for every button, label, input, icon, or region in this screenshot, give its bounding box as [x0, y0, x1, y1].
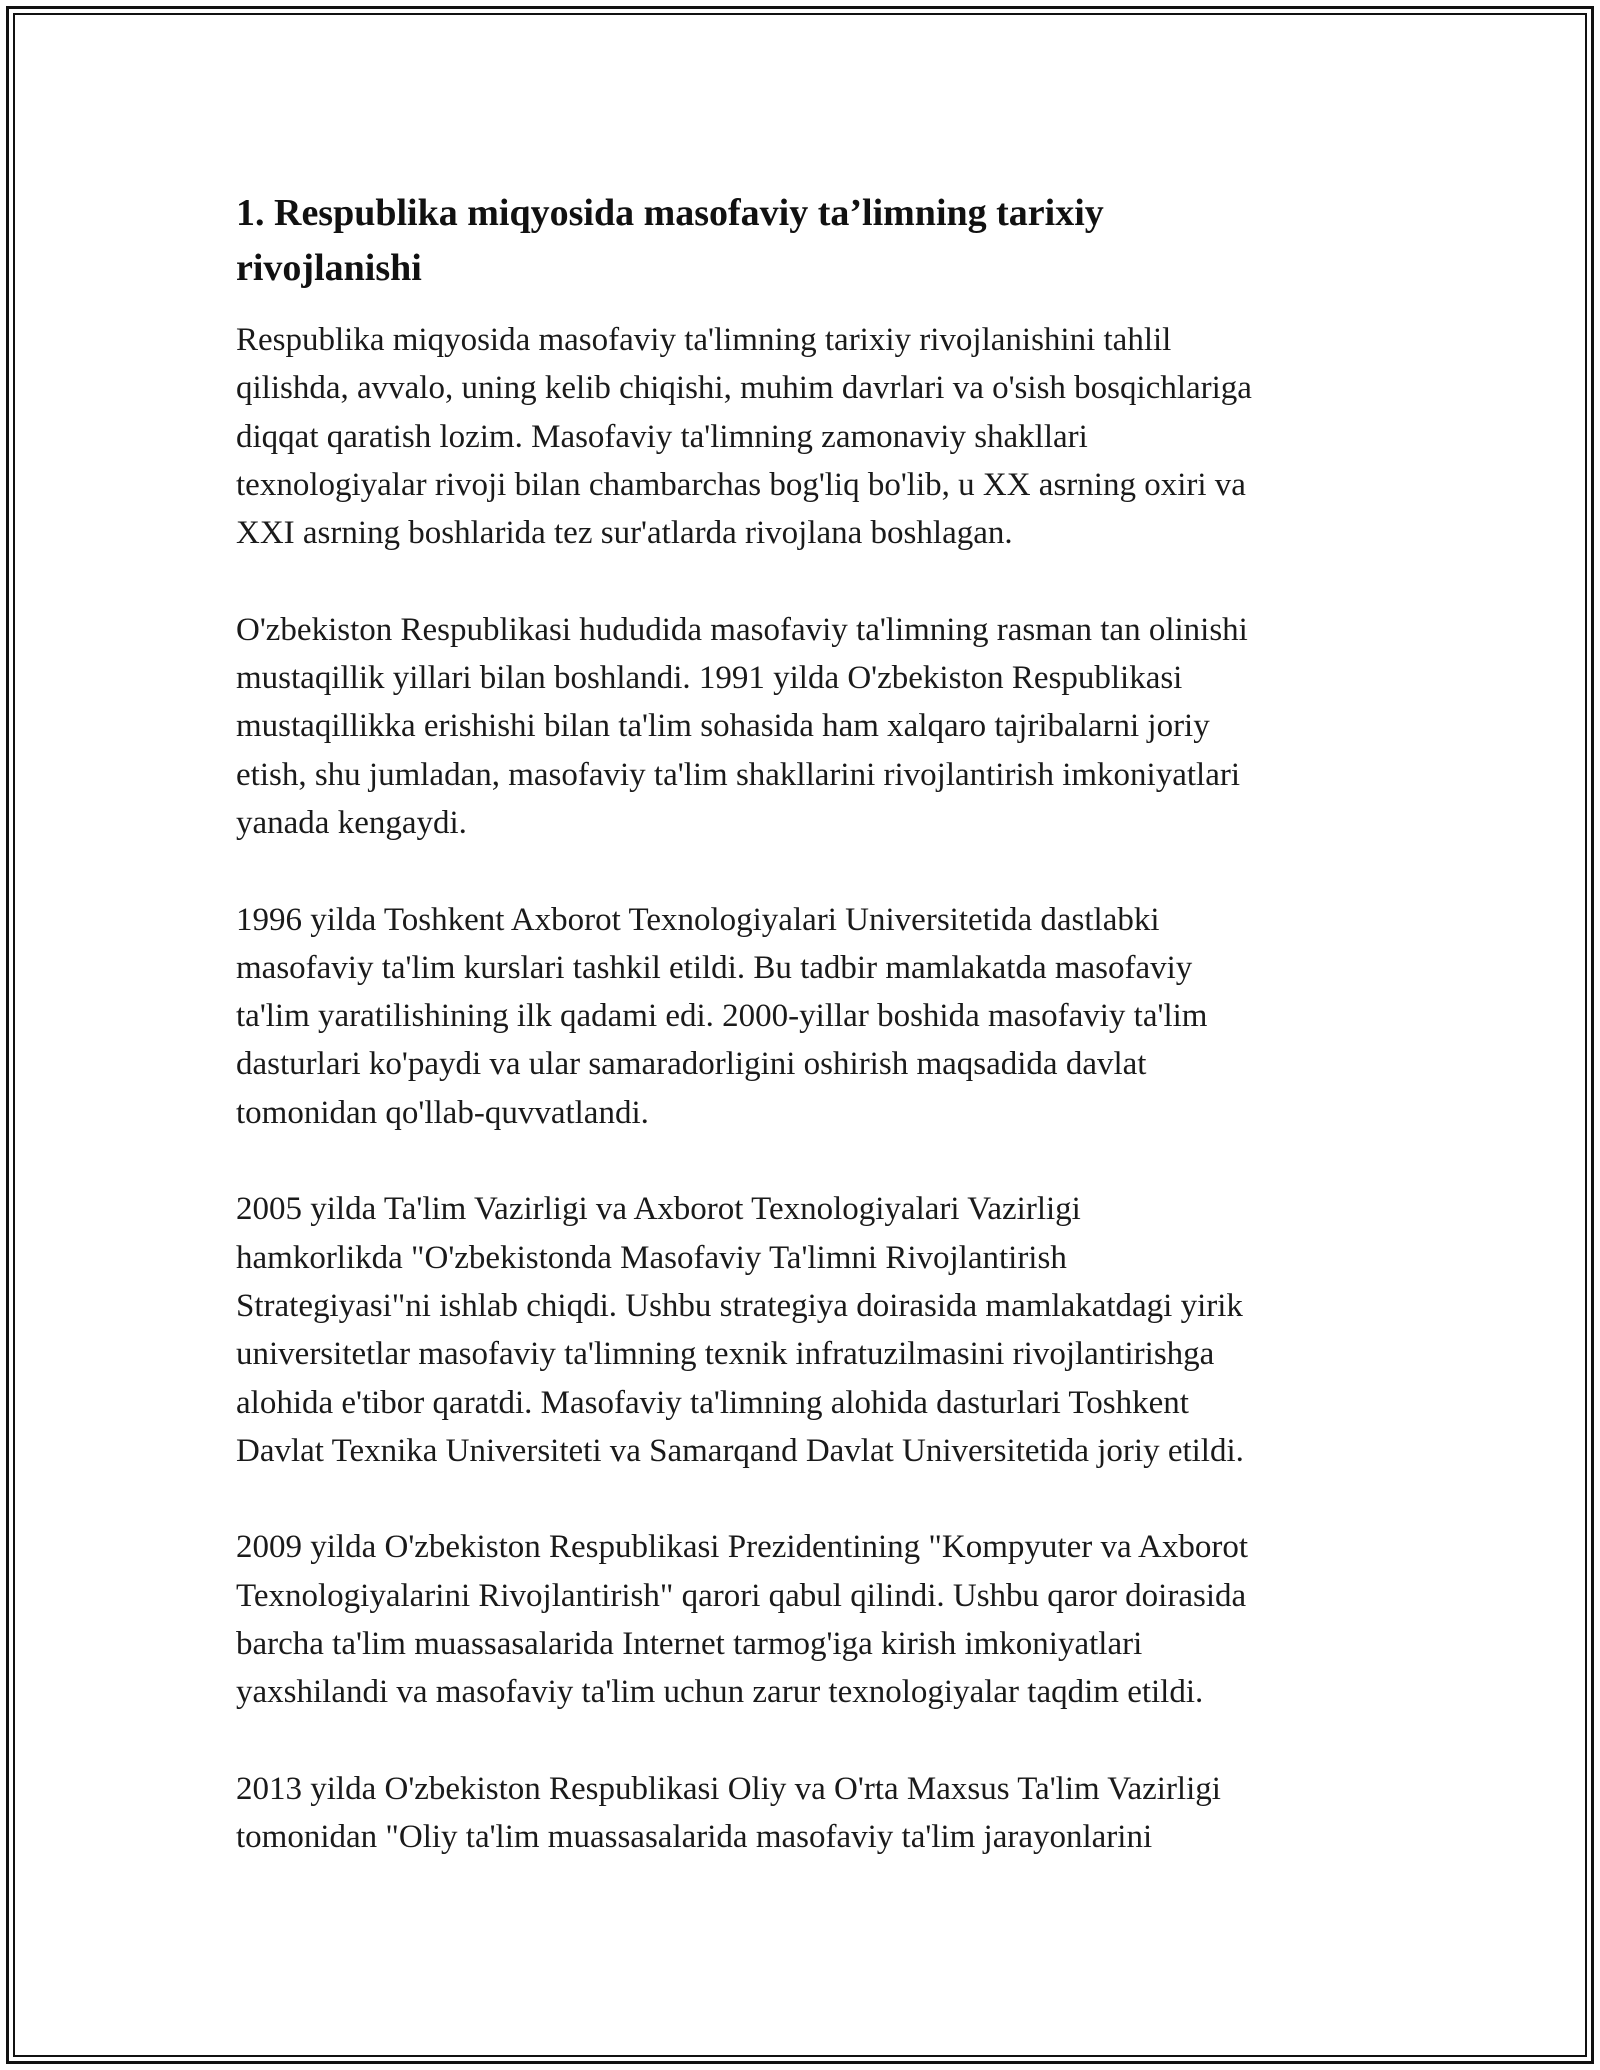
paragraph-line: etish, shu jumladan, masofaviy ta'lim shakllarini rivojlantirish imkoniyatlari — [236, 756, 1241, 793]
paragraph-line: masofaviy ta'lim kurslari tashkil etildi. Bu tadbir mamlakatda masofaviy — [236, 949, 1193, 986]
heading-line: 1. Respublika miqyosida masofaviy ta’limning tarixiy — [236, 192, 1104, 234]
paragraph-line: 1996 yilda Toshkent Axborot Texnologiyalari Universitetida dastlabki — [236, 901, 1160, 938]
paragraph-line: Davlat Texnika Universiteti va Samarqand Davlat Universitetida joriy etildi. — [236, 1432, 1244, 1469]
paragraph — [236, 316, 1376, 557]
paragraph-line: mustaqillikka erishishi bilan ta'lim sohasida ham xalqaro tajribalarni joriy — [236, 708, 1210, 745]
paragraph — [236, 606, 1376, 847]
document-body — [236, 186, 1376, 1910]
paragraph-line: dasturlari ko'paydi va ular samaradorligini oshirish maqsadida davlat — [236, 1046, 1147, 1083]
paragraph-line: 2013 yilda O'zbekiston Respublikasi Oliy va O'rta Maxsus Ta'lim Vazirligi — [236, 1770, 1221, 1807]
heading-line: rivojlanishi — [236, 247, 422, 289]
paragraph-line: yanada kengaydi. — [236, 804, 467, 841]
paragraph-line: XXI asrning boshlarida tez sur'atlarda rivojlana boshlagan. — [236, 515, 1013, 552]
paragraph-line: alohida e'tibor qaratdi. Masofaviy ta'limning alohida dasturlari Toshkent — [236, 1384, 1189, 1421]
paragraph — [236, 1765, 1376, 1862]
paragraph-line: yaxshilandi va masofaviy ta'lim uchun zarur texnologiyalar taqdim etildi. — [236, 1674, 1204, 1711]
paragraph-line: 2009 yilda O'zbekiston Respublikasi Prezidentining "Kompyuter va Axborot — [236, 1529, 1249, 1566]
paragraph-line: universitetlar masofaviy ta'limning texnik infratuzilmasini rivojlantirishga — [236, 1336, 1215, 1373]
paragraph-line: barcha ta'lim muassasalarida Internet tarmog'iga kirish imkoniyatlari — [236, 1626, 1143, 1663]
paragraph-line: tomonidan qo'llab-quvvatlandi. — [236, 1094, 649, 1131]
paragraph-line: mustaqillik yillari bilan boshlandi. 1991 yilda O'zbekiston Respublikasi — [236, 660, 1183, 697]
paragraph-line: Texnologiyalarini Rivojlantirish" qarori qabul qilindi. Ushbu qaror doirasida — [236, 1577, 1247, 1614]
paragraph-line: hamkorlikda "O'zbekistonda Masofaviy Ta'limni Rivojlantirish — [236, 1239, 1067, 1276]
paragraphs-container — [236, 316, 1376, 1862]
paragraph-line: ta'lim yaratilishining ilk qadami edi. 2000-yillar boshida masofaviy ta'lim — [236, 998, 1208, 1035]
section-heading — [236, 186, 1376, 296]
paragraph-line: tomonidan "Oliy ta'lim muassasalarida masofaviy ta'lim jarayonlarini — [236, 1819, 1153, 1856]
paragraph — [236, 896, 1376, 1137]
paragraph-line: Respublika miqyosida masofaviy ta'limning tarixiy rivojlanishini tahlil — [236, 322, 1172, 358]
paragraph-line: 2005 yilda Ta'lim Vazirligi va Axborot Texnologiyalari Vazirligi — [236, 1191, 1081, 1228]
paragraph-line: diqqat qaratish lozim. Masofaviy ta'limning zamonaviy shakllari — [236, 418, 1088, 455]
paragraph-line: qilishda, avvalo, uning kelib chiqishi, muhim davrlari va o'sish bosqichlariga — [236, 370, 1252, 407]
paragraph-line: Strategiyasi"ni ishlab chiqdi. Ushbu strategiya doirasida mamlakatdagi yirik — [236, 1287, 1243, 1324]
paragraph — [236, 1523, 1376, 1716]
paragraph — [236, 1185, 1376, 1475]
paragraph-line: texnologiyalar rivoji bilan chambarchas bog'liq bo'lib, u XX asrning oxiri va — [236, 466, 1246, 503]
paragraph-line: O'zbekiston Respublikasi hududida masofaviy ta'limning rasman tan olinishi — [236, 611, 1248, 648]
